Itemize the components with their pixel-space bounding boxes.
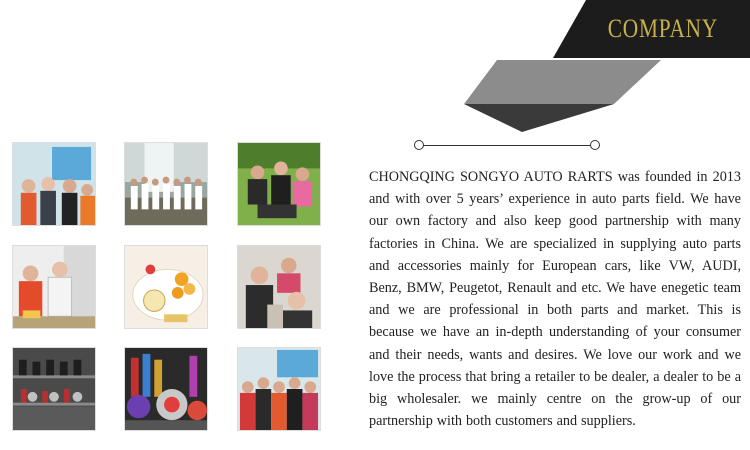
gear-shift-knobs-photo [124, 347, 208, 431]
banner-shadow-tail [464, 104, 614, 132]
section-divider [414, 140, 600, 152]
team-photo-group [237, 347, 321, 431]
team-photo-park [237, 142, 321, 226]
team-photo-office [12, 142, 96, 226]
company-description: CHONGQING SONGYO AUTO RARTS was founded in 2013 and with over 5 years’ experience in auto parts field. We have our own factory and also keep good partnership with many factories in China. We are specialized in supplying auto parts and accessories mainly for European cars, like VW, AUDI, Benz, BMW, Peugetot, Renault and etc. We have enegetic team and we are professional in both parts and market. This is because we have an in-depth understanding of your consumer and their needs, wants and desires. We love our work and we love the process that bring a retailer to be dealer, a dealer to be a big wholesaler. we mainly centre on the grow-up of our partnership with both customers and suppliers. [369, 169, 741, 430]
office-celebration-photo [12, 245, 96, 329]
product-display-shelf-photo [12, 347, 96, 431]
divider-dot-right [590, 140, 600, 150]
team-photo-waterfall [124, 142, 208, 226]
banner-gray-band [464, 60, 661, 104]
divider-line [420, 145, 594, 146]
staff-at-desk-photo [237, 245, 321, 329]
company-title: COMPANY [607, 14, 719, 43]
photo-gallery [12, 142, 322, 432]
divider-dot-left [414, 140, 424, 150]
birthday-cake-photo [124, 245, 208, 329]
